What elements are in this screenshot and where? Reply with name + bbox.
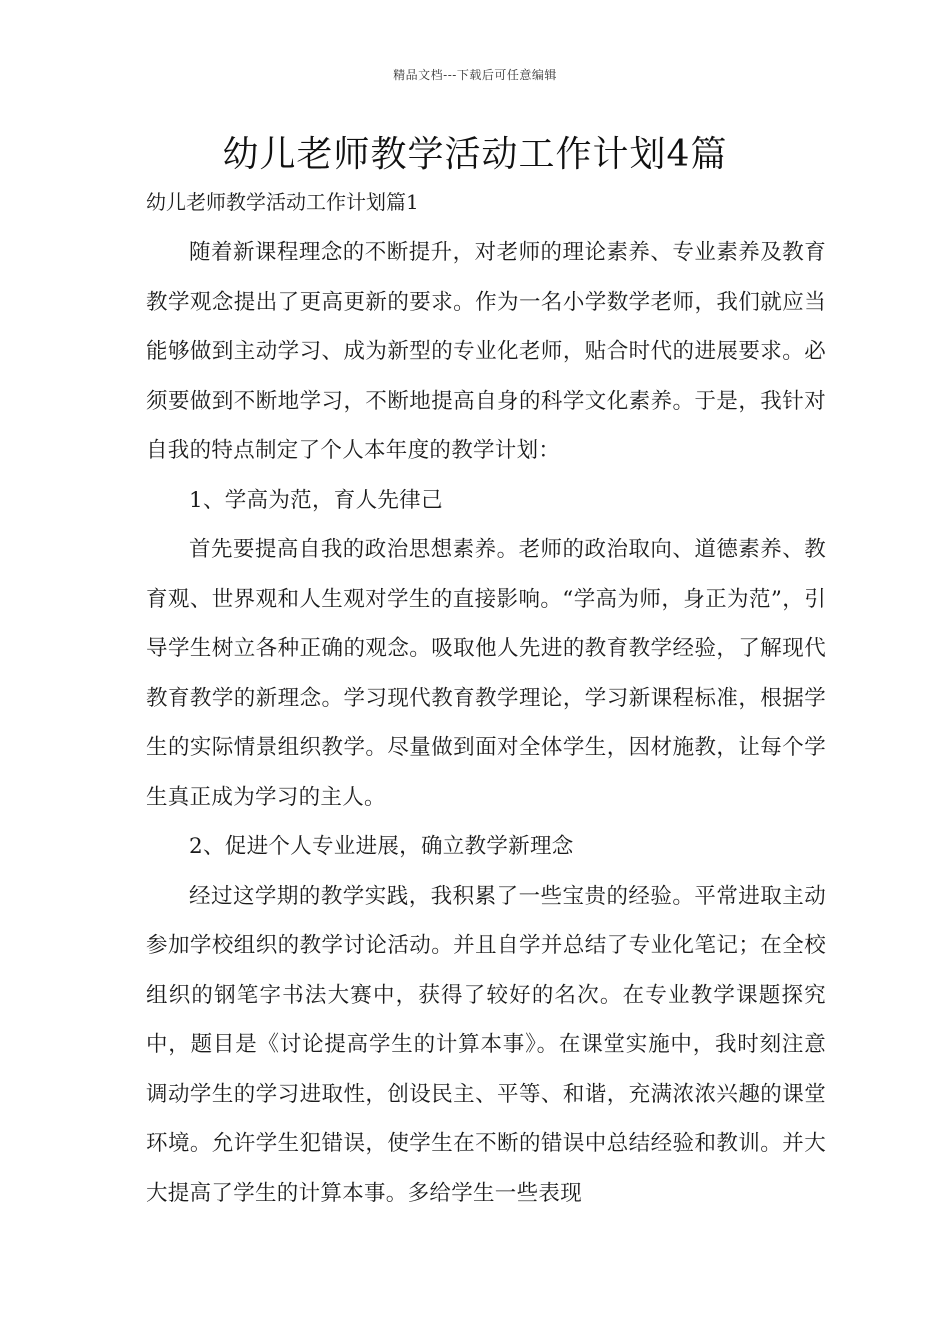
paragraph-2: 经过这学期的教学实践，我积累了一些宝贵的经验。平常进取主动参加学校组织的教学讨论活动。并且自学并总结了专业化笔记；在全校组织的钢笔字书法大赛中，获得了较好的名次。在专业教学课题探究中，题目是《讨论提高学生的计算本事》。在课堂实施中，我时刻注意调动学生的学习进取性，创设民主、平等、和谐，充满浓浓兴趣的课堂环境。允许学生犯错误，使学生在不断的错误中总结经验和教训。并大大提高了学生的计算本事。多给学生一些表现 [146,883,826,1206]
subheading-1: 1、学高为范，育人先律己 [189,487,443,513]
document-body [146,228,826,1218]
document-title: 幼儿老师教学活动工作计划4篇 [222,134,728,175]
header-note: 精品文档---下载后可任意编辑 [393,68,557,82]
subheading-2: 2、促进个人专业进展，确立教学新理念 [189,834,574,859]
paragraph-1: 首先要提高自我的政治思想素养。老师的政治取向、道德素养、教育观、世界观和人生观对学生的直接影响。“学高为师，身正为范”，引导学生树立各种正确的观念。吸取他人先进的教育教学经验，了解现代教育教学的新理念。学习现代教育教学理论，学习新课程标准，根据学生的实际情景组织教学。尽量做到面对全体学生，因材施教，让每个学生真正成为学习的主人。 [146,537,826,810]
paragraph-intro: 随着新课程理念的不断提升，对老师的理论素养、专业素养及教育教学观念提出了更高更新的要求。作为一名小学数学老师，我们就应当能够做到主动学习、成为新型的专业化老师，贴合时代的进展要求。必须要做到不断地学习，不断地提高自身的科学文化素养。于是，我针对自我的特点制定了个人本年度的教学计划： [146,240,826,463]
section-heading: 幼儿老师教学活动工作计划篇1 [146,190,419,214]
